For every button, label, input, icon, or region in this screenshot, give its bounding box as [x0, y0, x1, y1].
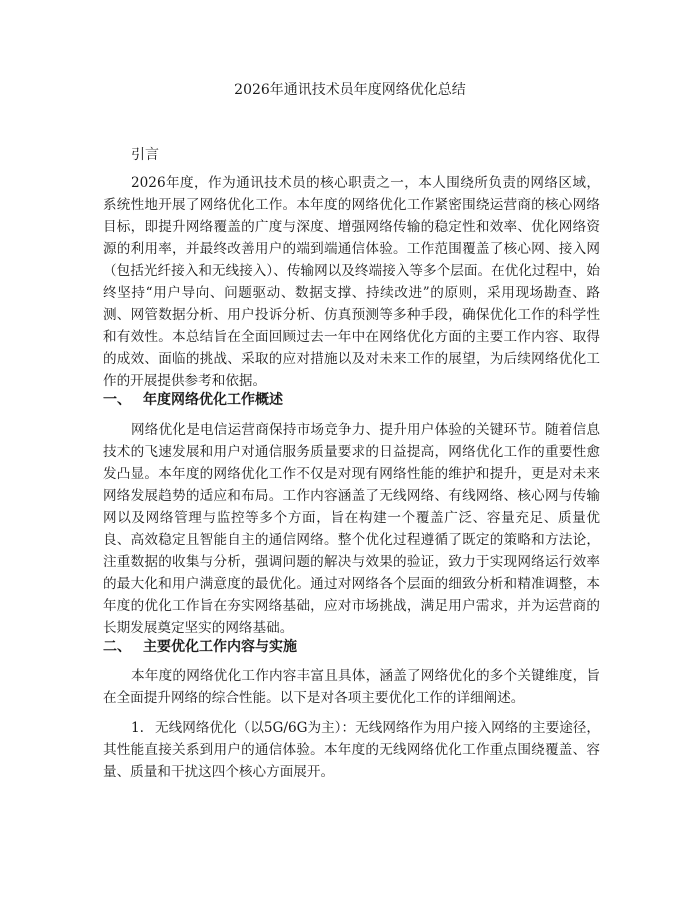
- section-1-paragraph: 网络优化是电信运营商保持市场竞争力、提升用户体验的关键环节。随着信息技术的飞速发展和用户对通信服务质量要求的日益提高，网络优化工作的重要性愈发凸显。本年度的网络优化工作不仅是对现有网络性能的维护和提升，更是对未来网络发展趋势的适应和布局。工作内容涵盖了无线网络、有线网络、核心网与传输网以及网络管理与监控等多个方面，旨在构建一个覆盖广泛、容量充足、质量优良、高效稳定且智能自主的通信网络。整个优化过程遵循了既定的策略和方法论，注重数据的收集与分析，强调问题的解决与效果的验证，致力于实现网络运行效率的最大化和用户满意度的最优化。通过对网络各个层面的细致分析和精准调整，本年度的优化工作旨在夯实网络基础，应对市场挑战，满足用户需求，并为运营商的长期发展奠定坚实的网络基础。: [103, 422, 600, 636]
- list-item-number: 1.: [131, 720, 144, 736]
- section-title: 年度网络优化工作概述: [143, 392, 283, 408]
- intro-paragraph: 2026年度，作为通讯技术员的核心职责之一，本人围绕所负责的网络区域，系统性地开展了网络优化工作。本年度的网络优化工作紧密围绕运营商的核心网络目标，即提升网络覆盖的广度与深度、增强网络传输的稳定性和效率、优化网络资源的利用率，并最终改善用户的端到端通信体验。工作范围覆盖了核心网、接入网（包括光纤接入和无线接入）、传输网以及终端接入等多个层面。在优化过程中，始终坚持“用户导向、问题驱动、数据支撑、持续改进”的原则，采用现场勘查、路测、网管数据分析、用户投诉分析、仿真预测等多种手段，确保优化工作的科学性和有效性。本总结旨在全面回顾过去一年中在网络优化方面的主要工作内容、取得的成效、面临的挑战、采取的应对措施以及对未来工作的展望，为后续网络优化工作的开展提供参考和依据。: [103, 175, 600, 389]
- section-title: 主要优化工作内容与实施: [143, 639, 297, 655]
- section-number: 一、: [103, 392, 131, 408]
- section-heading-1: [103, 390, 283, 410]
- section-2-paragraph: 本年度的网络优化工作内容丰富且具体，涵盖了网络优化的多个关键维度，旨在全面提升网络的综合性能。以下是对各项主要优化工作的详细阐述。: [103, 668, 600, 706]
- section-heading-2: [103, 637, 297, 657]
- intro-heading: 引言: [131, 147, 159, 163]
- list-item-text: 无线网络作为用户接入网络的主要途径，其性能直接关系到用户的通信体验。本年度的无线网络优化工作重点围绕覆盖、容量、质量和干扰这四个核心方面展开。: [103, 720, 601, 780]
- list-item: [103, 717, 600, 783]
- list-item-title: 无线网络优化（以5G/6G为主）：: [155, 720, 356, 736]
- document-title: 2026年通讯技术员年度网络优化总结: [234, 82, 466, 98]
- section-number: 二、: [103, 639, 131, 655]
